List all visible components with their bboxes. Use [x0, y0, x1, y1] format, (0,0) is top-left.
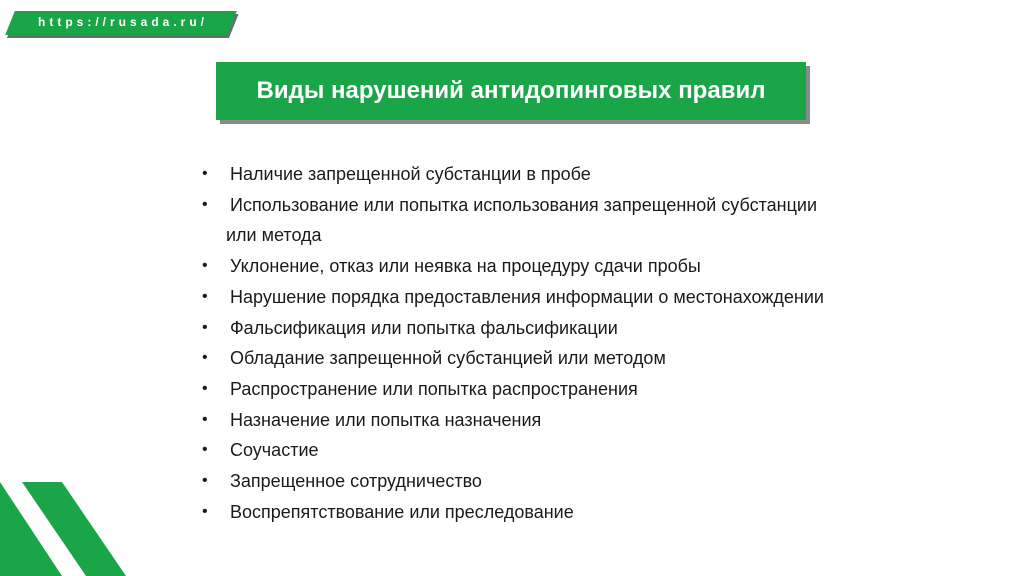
list-item: [198, 497, 918, 528]
list-item-text: Воспрепятствование или преследование: [230, 501, 574, 522]
bullet-icon: •: [202, 195, 208, 213]
list-item: [198, 159, 918, 190]
list-item: [198, 313, 918, 344]
list-item-text: Распространение или попытка распространения: [230, 378, 638, 399]
list-item-text: Запрещенное сотрудничество: [230, 471, 482, 492]
bullet-icon: •: [202, 257, 208, 275]
list-item-text: Наличие запрещенной субстанции в пробе: [230, 164, 591, 184]
violation-list: [198, 159, 918, 527]
list-item-text-continuation: или метода: [226, 225, 322, 246]
stripe-right: [22, 482, 126, 576]
bullet-icon: •: [202, 349, 208, 367]
bullet-icon: •: [202, 287, 208, 305]
title-box: [216, 62, 806, 120]
list-item: [198, 374, 918, 405]
list-item-text: Использование или попытка использования запрещенной субстанции: [230, 194, 817, 215]
list-item: [198, 343, 918, 374]
list-item: [198, 466, 918, 497]
stripe-left: [0, 482, 62, 576]
bullet-icon: •: [202, 472, 208, 490]
list-item-text: Нарушение порядка предоставления информации о местонахождении: [230, 286, 824, 307]
bullet-icon: •: [202, 379, 208, 397]
list-item-text: Обладание запрещенной субстанцией или методом: [230, 348, 666, 369]
list-item: [198, 435, 918, 466]
list-item-text: Соучастие: [230, 440, 319, 461]
list-item-text: Фальсификация или попытка фальсификации: [230, 317, 618, 338]
page-title: Виды нарушений антидопинговых правил: [256, 77, 766, 104]
bullet-icon: •: [202, 318, 208, 336]
bullet-icon: •: [202, 410, 208, 428]
list-item: [198, 405, 918, 436]
url-link[interactable]: https://rusada.ru/: [38, 15, 209, 29]
list-item-text: Уклонение, отказ или неявка на процедуру сдачи пробы: [230, 256, 701, 277]
bullet-icon: •: [202, 165, 208, 182]
list-item: [198, 282, 918, 313]
bullet-icon: •: [202, 502, 208, 520]
list-item: [198, 190, 918, 251]
bullet-icon: •: [202, 441, 208, 459]
list-item-text: Назначение или попытка назначения: [230, 409, 542, 430]
list-item: [198, 251, 918, 282]
